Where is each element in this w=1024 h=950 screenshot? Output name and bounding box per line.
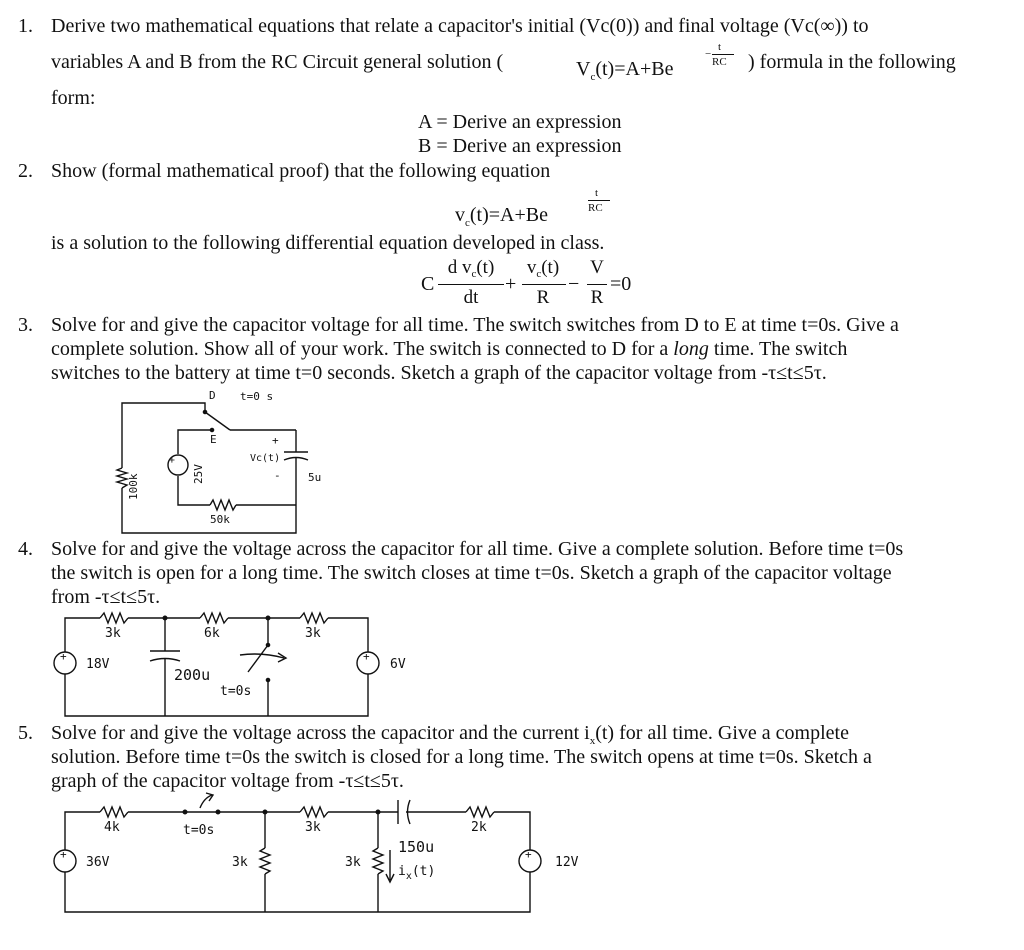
- q5-node2: [376, 810, 380, 814]
- q5-text-line1-sub: x: [589, 735, 596, 747]
- q1-exp-minus: −: [705, 48, 712, 60]
- q3-label-vc: Vc(t): [250, 453, 281, 464]
- q5-resistor-3k-right: [373, 848, 383, 874]
- q2-de-eq: =0: [610, 273, 632, 295]
- q4-number: 4.: [18, 538, 33, 560]
- q4-text-line3: from -τ≤t≤5τ.: [51, 586, 161, 608]
- q5-wire-bottom: [65, 872, 530, 912]
- q5-text-line1a: Solve for and give the voltage across the capacitor and the current i: [51, 722, 590, 744]
- q4-label-cap: 200u: [174, 666, 211, 684]
- q2-formula-sub: c: [465, 217, 470, 229]
- q5-wire-top-right: [494, 812, 530, 850]
- q2-formula-v: v: [455, 204, 465, 226]
- q5-resistor-3k-mid: [260, 848, 270, 874]
- q2-de-minus: −: [568, 273, 580, 295]
- q3-label-50k: 50k: [210, 513, 230, 526]
- q4-node-top1: [163, 616, 167, 620]
- q1-exp-t: t: [718, 41, 722, 53]
- q1-text-line2b: ) formula in the following: [748, 51, 956, 73]
- q3-label-minus: -: [274, 469, 281, 482]
- q2-formula-rest: (t)=A+Be: [469, 204, 548, 226]
- q4-label-r3: 3k: [305, 626, 321, 641]
- q1-text-line3: form:: [51, 87, 96, 109]
- q1-eq-b: B = Derive an expression: [418, 135, 622, 157]
- q3-number: 3.: [18, 314, 33, 336]
- q5-label-r1: 4k: [104, 820, 120, 835]
- q3-resistor-50k: [210, 500, 236, 510]
- q2-de-num1-sub: c: [471, 268, 477, 280]
- q2-de-num2-rest: (t): [541, 257, 560, 278]
- q4-label-src1: 18V: [86, 657, 110, 672]
- q1-formula-v: V: [576, 58, 591, 80]
- q2-de-num1-d: d v: [447, 257, 472, 278]
- q5-switch-arrow: [200, 795, 212, 808]
- q4-text-line1: Solve for and give the voltage across the capacitor for all time. Give a complete solution. Before time t=0s: [51, 538, 904, 560]
- q4-text-line2: the switch is open for a long time. The switch closes at time t=0s. Sketch a graph of the capacitor voltage: [51, 562, 892, 584]
- q3-label-100k: 100k: [127, 473, 140, 500]
- q3-text-line2a: complete solution. Show all of your work. The switch is connected to D for a: [51, 338, 674, 360]
- q3-switch-blade: [205, 412, 230, 430]
- q2-de-num2-sub: c: [536, 268, 542, 280]
- q1-exp-rc: RC: [712, 56, 727, 68]
- q5-src1-plus: +: [60, 848, 67, 861]
- q3-text-line1: Solve for and give the capacitor voltage for all time. The switch switches from D to E at time t=0s. Give a: [51, 314, 899, 336]
- q3-resistor-100k: [117, 468, 127, 488]
- q5-label-src2: 12V: [555, 855, 579, 870]
- q3-label-cap: 5u: [308, 471, 322, 484]
- q5-text-line1b: (t) for all time. Give a complete: [595, 722, 849, 744]
- q4-resistor-3k-right: [300, 613, 328, 623]
- q1-text-line1: Derive two mathematical equations that relate a capacitor's initial (Vc(0)) and final voltage (Vc(∞)) to: [51, 15, 869, 37]
- q3-text-line2c: time. The switch: [708, 338, 848, 360]
- q5-label-r5: 2k: [471, 820, 487, 835]
- q2-de-num3: V: [590, 257, 604, 278]
- q5-node1: [263, 810, 267, 814]
- q1-text-line2a: variables A and B from the RC Circuit general solution (: [51, 51, 504, 73]
- q1-number: 1.: [18, 15, 33, 37]
- q5-wire-top-left: [65, 812, 100, 850]
- q3-label-d: D: [209, 389, 216, 402]
- q4-label-sw: t=0s: [220, 684, 252, 699]
- q4-wire-top-left: [65, 618, 100, 652]
- q5-text-line3: graph of the capacitor voltage from -τ≤t≤5τ.: [51, 770, 404, 792]
- q2-text-line2: is a solution to the following differential equation developed in class.: [51, 232, 605, 254]
- q4-switch-blade: [248, 645, 268, 672]
- q5-resistor-2k: [466, 807, 494, 817]
- q4-label-r1: 3k: [105, 626, 121, 641]
- q5-ix-i: i: [398, 864, 406, 879]
- q3-wire-outer-bottom: [122, 488, 296, 533]
- q4-src1-plus: +: [60, 650, 67, 663]
- q3-wire-outer: [122, 403, 205, 468]
- q1-eq-a: A = Derive an expression: [418, 111, 622, 133]
- q4-switch-arrow: [240, 654, 284, 658]
- q4-wire-bottom: [65, 674, 368, 716]
- q4-wire-top-right: [328, 618, 368, 652]
- q2-exp-rc: RC: [588, 202, 603, 214]
- q2-de-c: C: [421, 273, 435, 295]
- q1-formula-sub: c: [590, 71, 596, 83]
- q5-ix-rest: (t): [411, 864, 436, 879]
- q2-exp-t: t: [595, 187, 599, 199]
- q5-label-sw: t=0s: [183, 823, 215, 838]
- q2-de-den2: R: [536, 287, 550, 308]
- q2-number: 2.: [18, 160, 33, 182]
- q5-resistor-4k: [100, 807, 128, 817]
- q5-label-r4: 3k: [345, 855, 361, 870]
- q3-wire-inner: [178, 430, 212, 454]
- q4-label-r2: 6k: [204, 626, 220, 641]
- q3-label-e: E: [210, 433, 217, 446]
- q2-de-num1-rest: (t): [476, 257, 495, 278]
- q4-label-src2: 6V: [390, 657, 406, 672]
- q3-text-line3: switches to the battery at time t=0 seconds. Sketch a graph of the capacitor voltage from -τ≤t≤5τ.: [51, 362, 827, 384]
- q5-circuit: [54, 793, 541, 912]
- q5-ix-label: [398, 864, 435, 882]
- q5-text-line2: solution. Before time t=0s the switch is closed for a long time. The switch opens at time t=0s. Sketch a: [51, 746, 872, 768]
- q5-number: 5.: [18, 722, 33, 744]
- q2-de-den3: R: [590, 287, 604, 308]
- q2-de-plus: +: [505, 273, 517, 295]
- q3-src-plus: +: [167, 456, 178, 463]
- q3-label-25v: 25V: [192, 464, 205, 484]
- q2-de-num2-v: v: [526, 257, 537, 278]
- q3-label-plus: +: [272, 434, 279, 447]
- q1-formula-rest: (t)=A+Be: [595, 58, 674, 80]
- q5-label-r2: 3k: [232, 855, 248, 870]
- q4-resistor-3k-left: [100, 613, 128, 623]
- q5-resistor-3k-top: [300, 807, 328, 817]
- q3-label-t: t=0 s: [240, 390, 274, 403]
- q4-resistor-6k: [200, 613, 228, 623]
- q3-text-line2-italic: long: [673, 338, 709, 360]
- q5-ix-sub: x: [405, 871, 412, 882]
- q5-src2-plus: +: [525, 848, 532, 861]
- q2-text-line1: Show (formal mathematical proof) that the following equation: [51, 160, 551, 182]
- q5-label-src1: 36V: [86, 855, 110, 870]
- q4-node-top2: [266, 616, 270, 620]
- q5-label-cap: 150u: [398, 838, 435, 856]
- q5-label-r3: 3k: [305, 820, 321, 835]
- q2-de-den1: dt: [463, 287, 479, 308]
- q4-src2-plus: +: [363, 650, 370, 663]
